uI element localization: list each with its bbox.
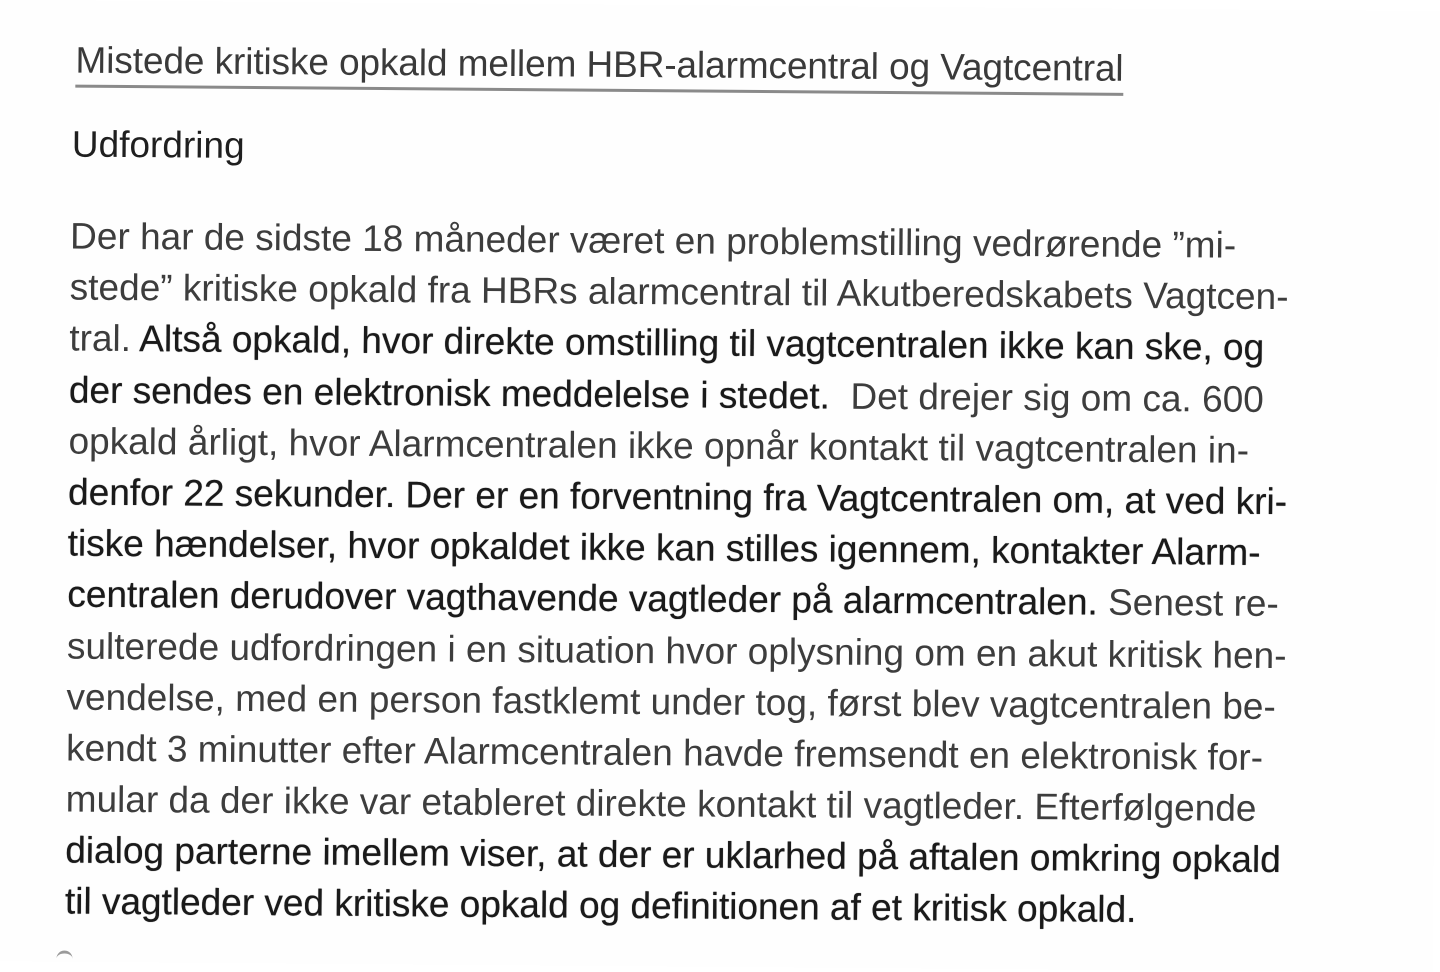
text-segment: stede” kritiske opkald fra HBRs alarmcentral til Akutberedskabets Vagtcen-	[69, 266, 1289, 318]
document-title: Mistede kritiske opkald mellem HBR-alarmcentral og Vagtcentral	[75, 39, 1123, 96]
section-heading: Udfordring	[71, 123, 245, 166]
text-segment: tral.	[69, 317, 140, 360]
text-segment: Det drejer sig om ca. 600	[829, 375, 1264, 420]
paragraph-udfordring	[65, 211, 1401, 938]
text-segment: tiske hændelser, hvor opkaldet ikke kan stilles igennem, kontakter Alarm-	[67, 522, 1261, 574]
text-segment: denfor 22 sekunder. Der er en forventning fra Vagtcentralen om, at ved kri-	[67, 471, 1288, 523]
text-segment: sulterede udfordringen i en situation hvor oplysning om en akut kritisk hen-	[66, 625, 1287, 676]
text-segment: opkald årligt, hvor Alarmcentralen ikke opnår kontakt til vagtcentralen in-	[68, 420, 1250, 471]
text-segment: kendt 3 minutter efter Alarmcentralen havde fremsendt en elektronisk for-	[65, 727, 1264, 778]
paragraph-line	[65, 876, 1395, 938]
text-segment: Senest re-	[1097, 581, 1279, 625]
text-segment: mular da der ikke var etableret direkte kontakt til vagtleder. Efterfølgende	[65, 778, 1257, 829]
text-segment: Der har de sidste 18 måneder været en problemstilling vedrørende ”mi-	[69, 215, 1237, 266]
text-segment: vendelse, med en person fastklemt under tog, først blev vagtcentralen be-	[66, 676, 1276, 727]
text-segment: dialog parterne imellem viser, at der er uklarhed på aftalen omkring opkald	[65, 829, 1281, 881]
text-segment: Altså opkald, hvor direkte omstilling til vagtcentralen ikke kan ske, og	[139, 318, 1265, 369]
text-segment: til vagtleder ved kritiske opkald og definitionen af et kritisk opkald.	[64, 880, 1137, 931]
text-segment: der sendes en elektronisk meddelelse i stedet.	[68, 369, 831, 417]
text-segment: centralen derudover vagthavende vagtleder på alarmcentralen.	[67, 573, 1098, 623]
cut-off-next-line-fragment	[56, 950, 72, 961]
